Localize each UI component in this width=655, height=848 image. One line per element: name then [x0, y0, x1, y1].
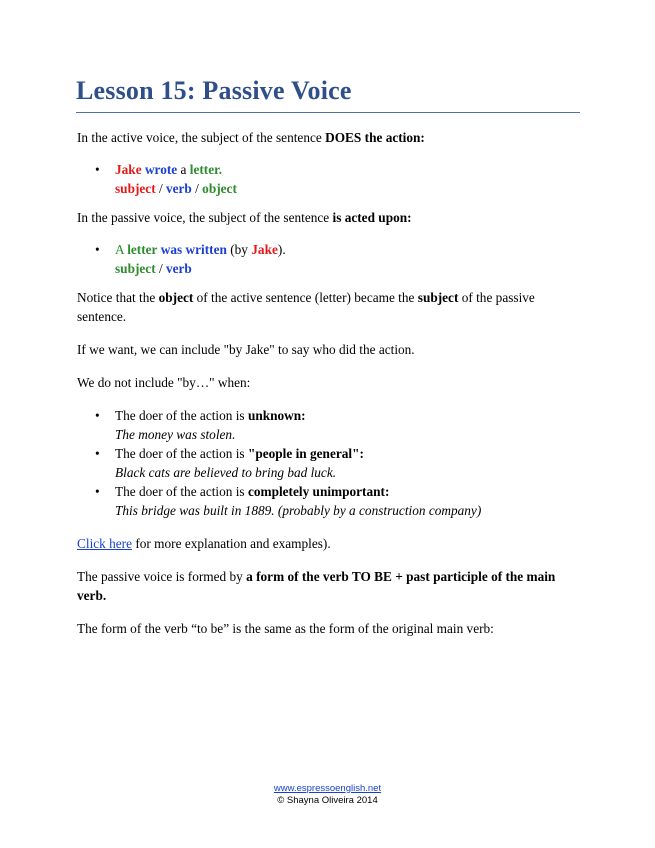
case-text: The doer of the action is	[115, 446, 248, 461]
bullet-icon: •	[95, 408, 100, 423]
form-same-paragraph: The form of the verb “to be” is the same as the form of the original main verb:	[77, 621, 494, 636]
separator: /	[191, 181, 203, 196]
notice-paragraph	[77, 288, 577, 326]
bullet-icon: •	[95, 242, 100, 257]
cases-list	[77, 406, 577, 520]
example-letter: letter.	[189, 162, 223, 177]
example-a: A	[115, 242, 128, 257]
passive-example-list	[77, 240, 577, 278]
footer	[0, 783, 655, 807]
formed-text: The passive voice is formed by	[77, 569, 247, 584]
click-here-paragraph	[77, 534, 577, 553]
lesson-content	[77, 128, 577, 638]
footer-website-link[interactable]: www.espressoenglish.net	[273, 783, 382, 794]
case-text: The doer of the action is	[115, 484, 248, 499]
active-intro-bold: DOES the action:	[325, 130, 425, 145]
separator: /	[155, 261, 166, 276]
separator: /	[155, 181, 166, 196]
click-here-text: for more explanation and examples).	[132, 536, 331, 551]
footer-copyright: © Shayna Oliveira 2014	[277, 795, 378, 806]
example-was-written: was written	[160, 242, 227, 257]
label-verb: verb	[165, 261, 192, 276]
case-bold: unknown:	[247, 408, 306, 423]
case-bold: completely unimportant:	[247, 484, 390, 499]
example-letter: letter	[127, 242, 158, 257]
case-example: Black cats are believed to bring bad luck.	[115, 465, 337, 480]
page-title: Lesson 15: Passive Voice	[76, 76, 352, 105]
case-example: This bridge was built in 1889. (probably by a construction company)	[115, 503, 482, 518]
active-example	[77, 160, 577, 198]
case-item	[77, 482, 577, 520]
active-intro	[77, 128, 577, 147]
example-jake: Jake	[115, 162, 142, 177]
example-jake: Jake	[251, 242, 278, 257]
label-object: object	[202, 181, 237, 196]
example-a: a	[177, 162, 190, 177]
bullet-icon: •	[95, 484, 100, 499]
notice-text-3: of the passive sentence.	[77, 290, 535, 324]
notice-bold-subject: subject	[417, 290, 459, 305]
notice-text-1: Notice that the	[77, 290, 159, 305]
notice-text-2: of the active sentence (letter) became the	[193, 290, 418, 305]
case-item	[77, 406, 577, 444]
example-wrote: wrote	[144, 162, 178, 177]
title-divider	[76, 112, 580, 113]
passive-example	[77, 240, 577, 278]
bullet-icon: •	[95, 162, 100, 177]
example-close: ).	[277, 242, 286, 257]
passive-intro-bold: is acted upon:	[332, 210, 412, 225]
formed-bold: a form of the verb TO BE + past participle of the main verb.	[77, 569, 556, 603]
case-bold: "people in general":	[247, 446, 364, 461]
case-example: The money was stolen.	[115, 427, 236, 442]
not-include-paragraph: We do not include "by…" when:	[77, 375, 251, 390]
label-subject: subject	[115, 261, 156, 276]
case-item	[77, 444, 577, 482]
example-by: (by	[226, 242, 252, 257]
click-here-link[interactable]: Click here	[77, 536, 133, 551]
active-intro-text: In the active voice, the subject of the sentence	[77, 130, 326, 145]
passive-intro-text: In the passive voice, the subject of the sentence	[77, 210, 333, 225]
label-verb: verb	[165, 181, 192, 196]
active-example-list	[77, 160, 577, 198]
case-text: The doer of the action is	[115, 408, 248, 423]
notice-bold-object: object	[158, 290, 194, 305]
passive-intro	[77, 208, 577, 227]
formed-paragraph	[77, 567, 577, 605]
bullet-icon: •	[95, 446, 100, 461]
include-by-paragraph: If we want, we can include "by Jake" to say who did the action.	[77, 342, 415, 357]
label-subject: subject	[115, 181, 156, 196]
